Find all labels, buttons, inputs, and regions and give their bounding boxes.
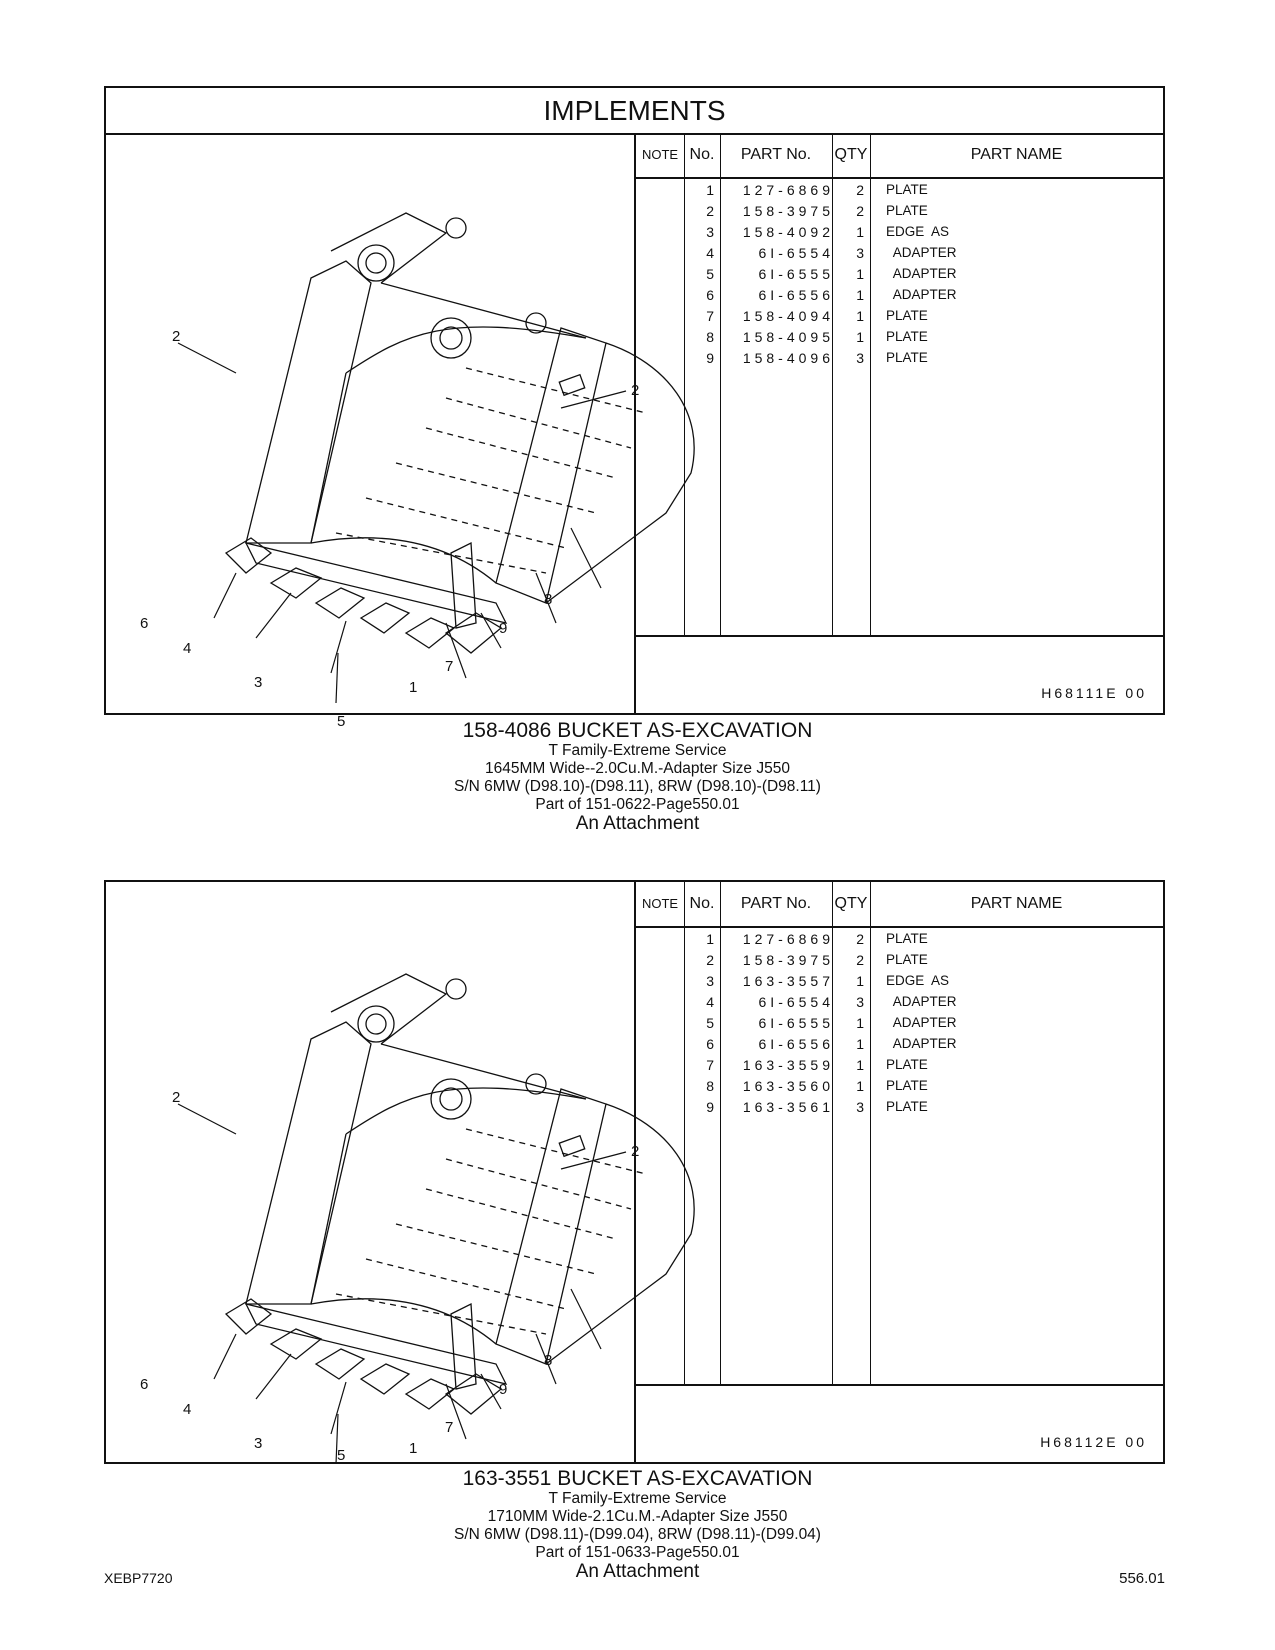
table-row: 4 6I-6554 3 ADAPTER bbox=[706, 245, 957, 261]
table-footer bbox=[636, 1384, 1163, 1462]
document-id: XEBP7720 bbox=[104, 1570, 173, 1586]
caption-line: T Family-Extreme Service bbox=[548, 1490, 727, 1507]
table-row: 2 158-3975 2 PLATE bbox=[706, 203, 928, 219]
header-part-name: PART NAME bbox=[970, 146, 1063, 163]
table-footer bbox=[636, 635, 1163, 713]
assembly-title: 163-3551 BUCKET AS-EXCAVATION bbox=[462, 1467, 813, 1490]
header-note: NOTE bbox=[641, 147, 679, 162]
callout-2-right: 2 bbox=[631, 1143, 640, 1160]
caption-attachment: An Attachment bbox=[575, 813, 700, 834]
table-row: 3 158-4092 1 EDGE AS bbox=[706, 224, 950, 240]
header-note: NOTE bbox=[641, 896, 679, 911]
caption-line: 1645MM Wide--2.0Cu.M.-Adapter Size J550 bbox=[485, 760, 790, 777]
table-row: 6 6I-6556 1 ADAPTER bbox=[706, 287, 957, 303]
caption-line: Part of 151-0633-Page550.01 bbox=[535, 1544, 740, 1561]
callout-6: 6 bbox=[140, 615, 149, 632]
illustration-code: H68112E 00 bbox=[1040, 1434, 1147, 1450]
table-row: 7 158-4094 1 PLATE bbox=[706, 308, 928, 324]
callout-4: 4 bbox=[183, 1401, 192, 1418]
callout-4: 4 bbox=[183, 640, 192, 657]
bucket-illustration-1 bbox=[106, 133, 640, 730]
table-row: 8 163-3560 1 PLATE bbox=[706, 1078, 928, 1094]
caption-line: Part of 151-0622-Page550.01 bbox=[535, 796, 740, 813]
caption-line: 1710MM Wide-2.1Cu.M.-Adapter Size J550 bbox=[487, 1508, 788, 1525]
bucket-illustration-2 bbox=[106, 882, 638, 1464]
parts-panel-2 bbox=[104, 880, 1165, 1464]
section-title: IMPLEMENTS bbox=[106, 88, 1163, 135]
callout-9: 9 bbox=[499, 620, 508, 637]
parts-panel-1 bbox=[104, 86, 1165, 730]
table-row: 1 127-6869 2 PLATE bbox=[706, 182, 928, 198]
caption-line: T Family-Extreme Service bbox=[548, 742, 727, 759]
page-number: 556.01 bbox=[1119, 1570, 1165, 1587]
header-qty: QTY bbox=[834, 146, 868, 163]
callout-1: 1 bbox=[409, 679, 418, 696]
parts-table-1 bbox=[634, 133, 1163, 713]
illustration-code: H68111E 00 bbox=[1041, 685, 1147, 701]
header-no: No. bbox=[689, 146, 715, 163]
callout-7: 7 bbox=[445, 658, 454, 675]
callout-8: 8 bbox=[544, 1352, 553, 1369]
header-qty: QTY bbox=[834, 895, 868, 912]
header-part-no: PART No. bbox=[740, 146, 812, 163]
caption-line: S/N 6MW (D98.11)-(D99.04), 8RW (D98.11)-(D99.04) bbox=[454, 1526, 821, 1543]
assembly-caption-1 bbox=[0, 720, 1275, 834]
table-row: 4 6I-6554 3 ADAPTER bbox=[706, 994, 957, 1010]
callout-2-left: 2 bbox=[172, 328, 181, 345]
table-row: 9 163-3561 3 PLATE bbox=[706, 1099, 928, 1115]
table-row: 6 6I-6556 1 ADAPTER bbox=[706, 1036, 957, 1052]
header-no: No. bbox=[689, 895, 715, 912]
bucket-drawing bbox=[106, 133, 640, 730]
callout-3: 3 bbox=[254, 1435, 263, 1452]
table-row: 9 158-4096 3 PLATE bbox=[706, 350, 928, 366]
assembly-caption-2 bbox=[0, 1468, 1275, 1582]
callout-6: 6 bbox=[140, 1376, 149, 1393]
table-row: 7 163-3559 1 PLATE bbox=[706, 1057, 928, 1073]
parts-table-2 bbox=[634, 882, 1163, 1462]
header-part-name: PART NAME bbox=[970, 895, 1063, 912]
callout-7: 7 bbox=[445, 1419, 454, 1436]
callout-2-right: 2 bbox=[631, 382, 640, 399]
callout-3: 3 bbox=[254, 674, 263, 691]
table-row: 2 158-3975 2 PLATE bbox=[706, 952, 928, 968]
table-row: 5 6I-6555 1 ADAPTER bbox=[706, 266, 957, 282]
header-part-no: PART No. bbox=[740, 895, 812, 912]
assembly-title: 158-4086 BUCKET AS-EXCAVATION bbox=[462, 719, 813, 742]
callout-8: 8 bbox=[544, 591, 553, 608]
callout-5: 5 bbox=[337, 1447, 346, 1464]
callout-1: 1 bbox=[409, 1440, 418, 1457]
callout-5: 5 bbox=[337, 713, 346, 730]
table-row: 5 6I-6555 1 ADAPTER bbox=[706, 1015, 957, 1031]
callout-2-left: 2 bbox=[172, 1089, 181, 1106]
caption-line: S/N 6MW (D98.10)-(D98.11), 8RW (D98.10)-(D98.11) bbox=[454, 778, 821, 795]
callout-9: 9 bbox=[499, 1381, 508, 1398]
bucket-drawing bbox=[106, 882, 638, 1464]
table-row: 3 163-3557 1 EDGE AS bbox=[706, 973, 950, 989]
table-row: 8 158-4095 1 PLATE bbox=[706, 329, 928, 345]
caption-attachment: An Attachment bbox=[575, 1561, 700, 1582]
table-row: 1 127-6869 2 PLATE bbox=[706, 931, 928, 947]
